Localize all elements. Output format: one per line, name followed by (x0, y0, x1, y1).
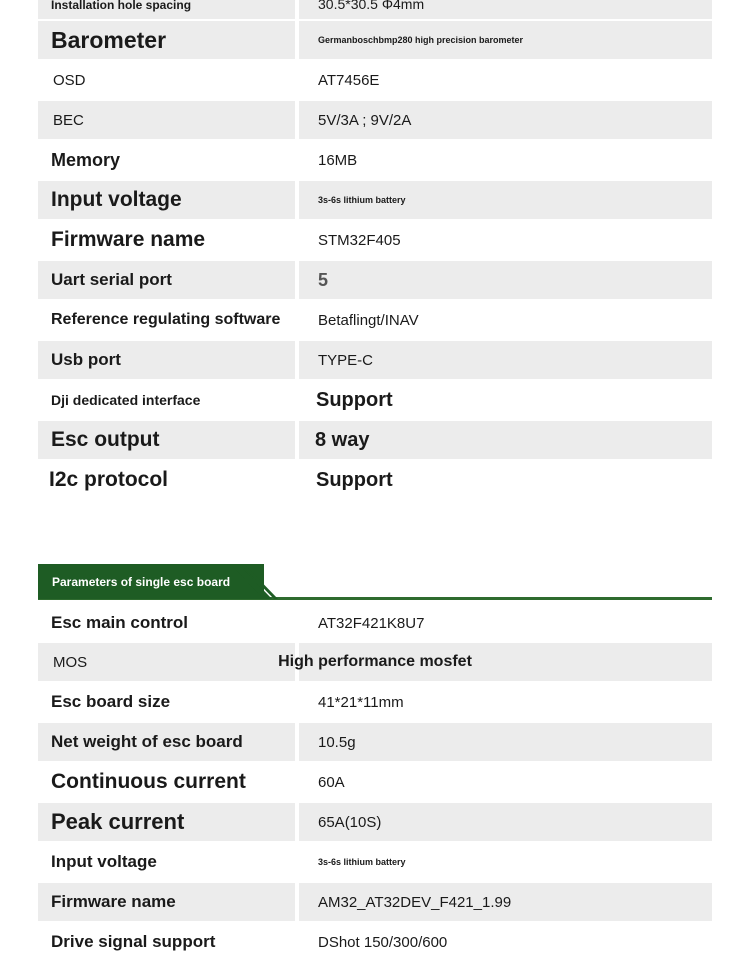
spec-label: Esc board size (51, 692, 171, 711)
esc-row-main-control (38, 603, 712, 643)
spec-label: OSD (53, 71, 86, 89)
spec-value: Support (316, 468, 393, 491)
esc-row-mos (38, 642, 712, 682)
spec-label: I2c protocol (49, 468, 169, 491)
section-title: Parameters of single esc board (38, 564, 264, 599)
spec-row-software (38, 300, 712, 340)
spec-label: Input voltage (38, 181, 295, 219)
spec-value: 30.5*30.5 Φ4mm (299, 0, 712, 19)
spec-value: Betaflingt/INAV (318, 311, 419, 329)
spec-row-barometer (38, 20, 712, 60)
esc-row-drive-signal (38, 922, 712, 962)
esc-row-board-size (38, 682, 712, 722)
spec-value: 3s-6s lithium battery (299, 181, 712, 219)
esc-row-net-weight (38, 722, 712, 762)
spec-value: Support (316, 388, 393, 411)
spec-row-hole-spacing (38, 0, 712, 20)
spec-row-input-voltage (38, 180, 712, 220)
esc-row-firmware (38, 882, 712, 922)
spec-label: Dji dedicated interface (51, 392, 201, 408)
spec-value: 5 (299, 261, 712, 299)
spec-row-firmware (38, 220, 712, 260)
spec-label: Net weight of esc board (38, 723, 295, 761)
spec-label: Reference regulating software (51, 311, 281, 328)
spec-value: 5V/3A ; 9V/2A (299, 101, 712, 139)
banner-stripe-decoration (230, 562, 280, 602)
spec-label: BEC (38, 101, 295, 139)
spec-value: DShot 150/300/600 (318, 933, 448, 951)
spec-row-dji (38, 380, 712, 420)
spec-value: 41*21*11mm (318, 693, 404, 711)
spec-value: High performance mosfet (278, 653, 472, 670)
esc-row-peak-current (38, 802, 712, 842)
spec-label: Memory (51, 149, 121, 170)
spec-label: Esc main control (51, 613, 188, 632)
spec-label: Installation hole spacing (38, 0, 295, 19)
spec-value: Germanboschbmp280 high precision barometer (299, 21, 712, 59)
spec-value: TYPE-C (299, 341, 712, 379)
spec-label: Continuous current (51, 770, 246, 793)
spec-label: MOS (38, 643, 295, 681)
spec-row-usb (38, 340, 712, 380)
spec-row-uart (38, 260, 712, 300)
spec-value: 10.5g (299, 723, 712, 761)
spec-value: 8 way (299, 421, 712, 459)
spec-value: 60A (318, 773, 345, 791)
spec-value: 3s-6s lithium battery (318, 857, 406, 867)
spec-value: AM32_AT32DEV_F421_1.99 (299, 883, 712, 921)
spec-label: Firmware name (38, 883, 295, 921)
spec-value: AT7456E (318, 71, 380, 89)
spec-label: Usb port (38, 341, 295, 379)
spec-label: Uart serial port (38, 261, 295, 299)
esc-row-continuous-current (38, 762, 712, 802)
spec-value: AT32F421K8U7 (318, 614, 425, 632)
esc-row-input-voltage (38, 842, 712, 882)
spec-label: Drive signal support (51, 932, 216, 951)
spec-row-esc-output (38, 420, 712, 460)
spec-value: 65A(10S) (299, 803, 712, 841)
spec-label: Input voltage (51, 852, 157, 871)
spec-row-i2c (38, 460, 712, 500)
spec-row-memory (38, 140, 712, 180)
spec-value: STM32F405 (318, 231, 401, 249)
spec-label: Esc output (38, 421, 295, 459)
spec-row-bec (38, 100, 712, 140)
spec-value: 16MB (318, 151, 358, 169)
spec-row-osd (38, 60, 712, 100)
spec-label: Barometer (38, 21, 295, 59)
spec-label: Firmware name (51, 228, 206, 251)
spec-label: Peak current (38, 803, 295, 841)
